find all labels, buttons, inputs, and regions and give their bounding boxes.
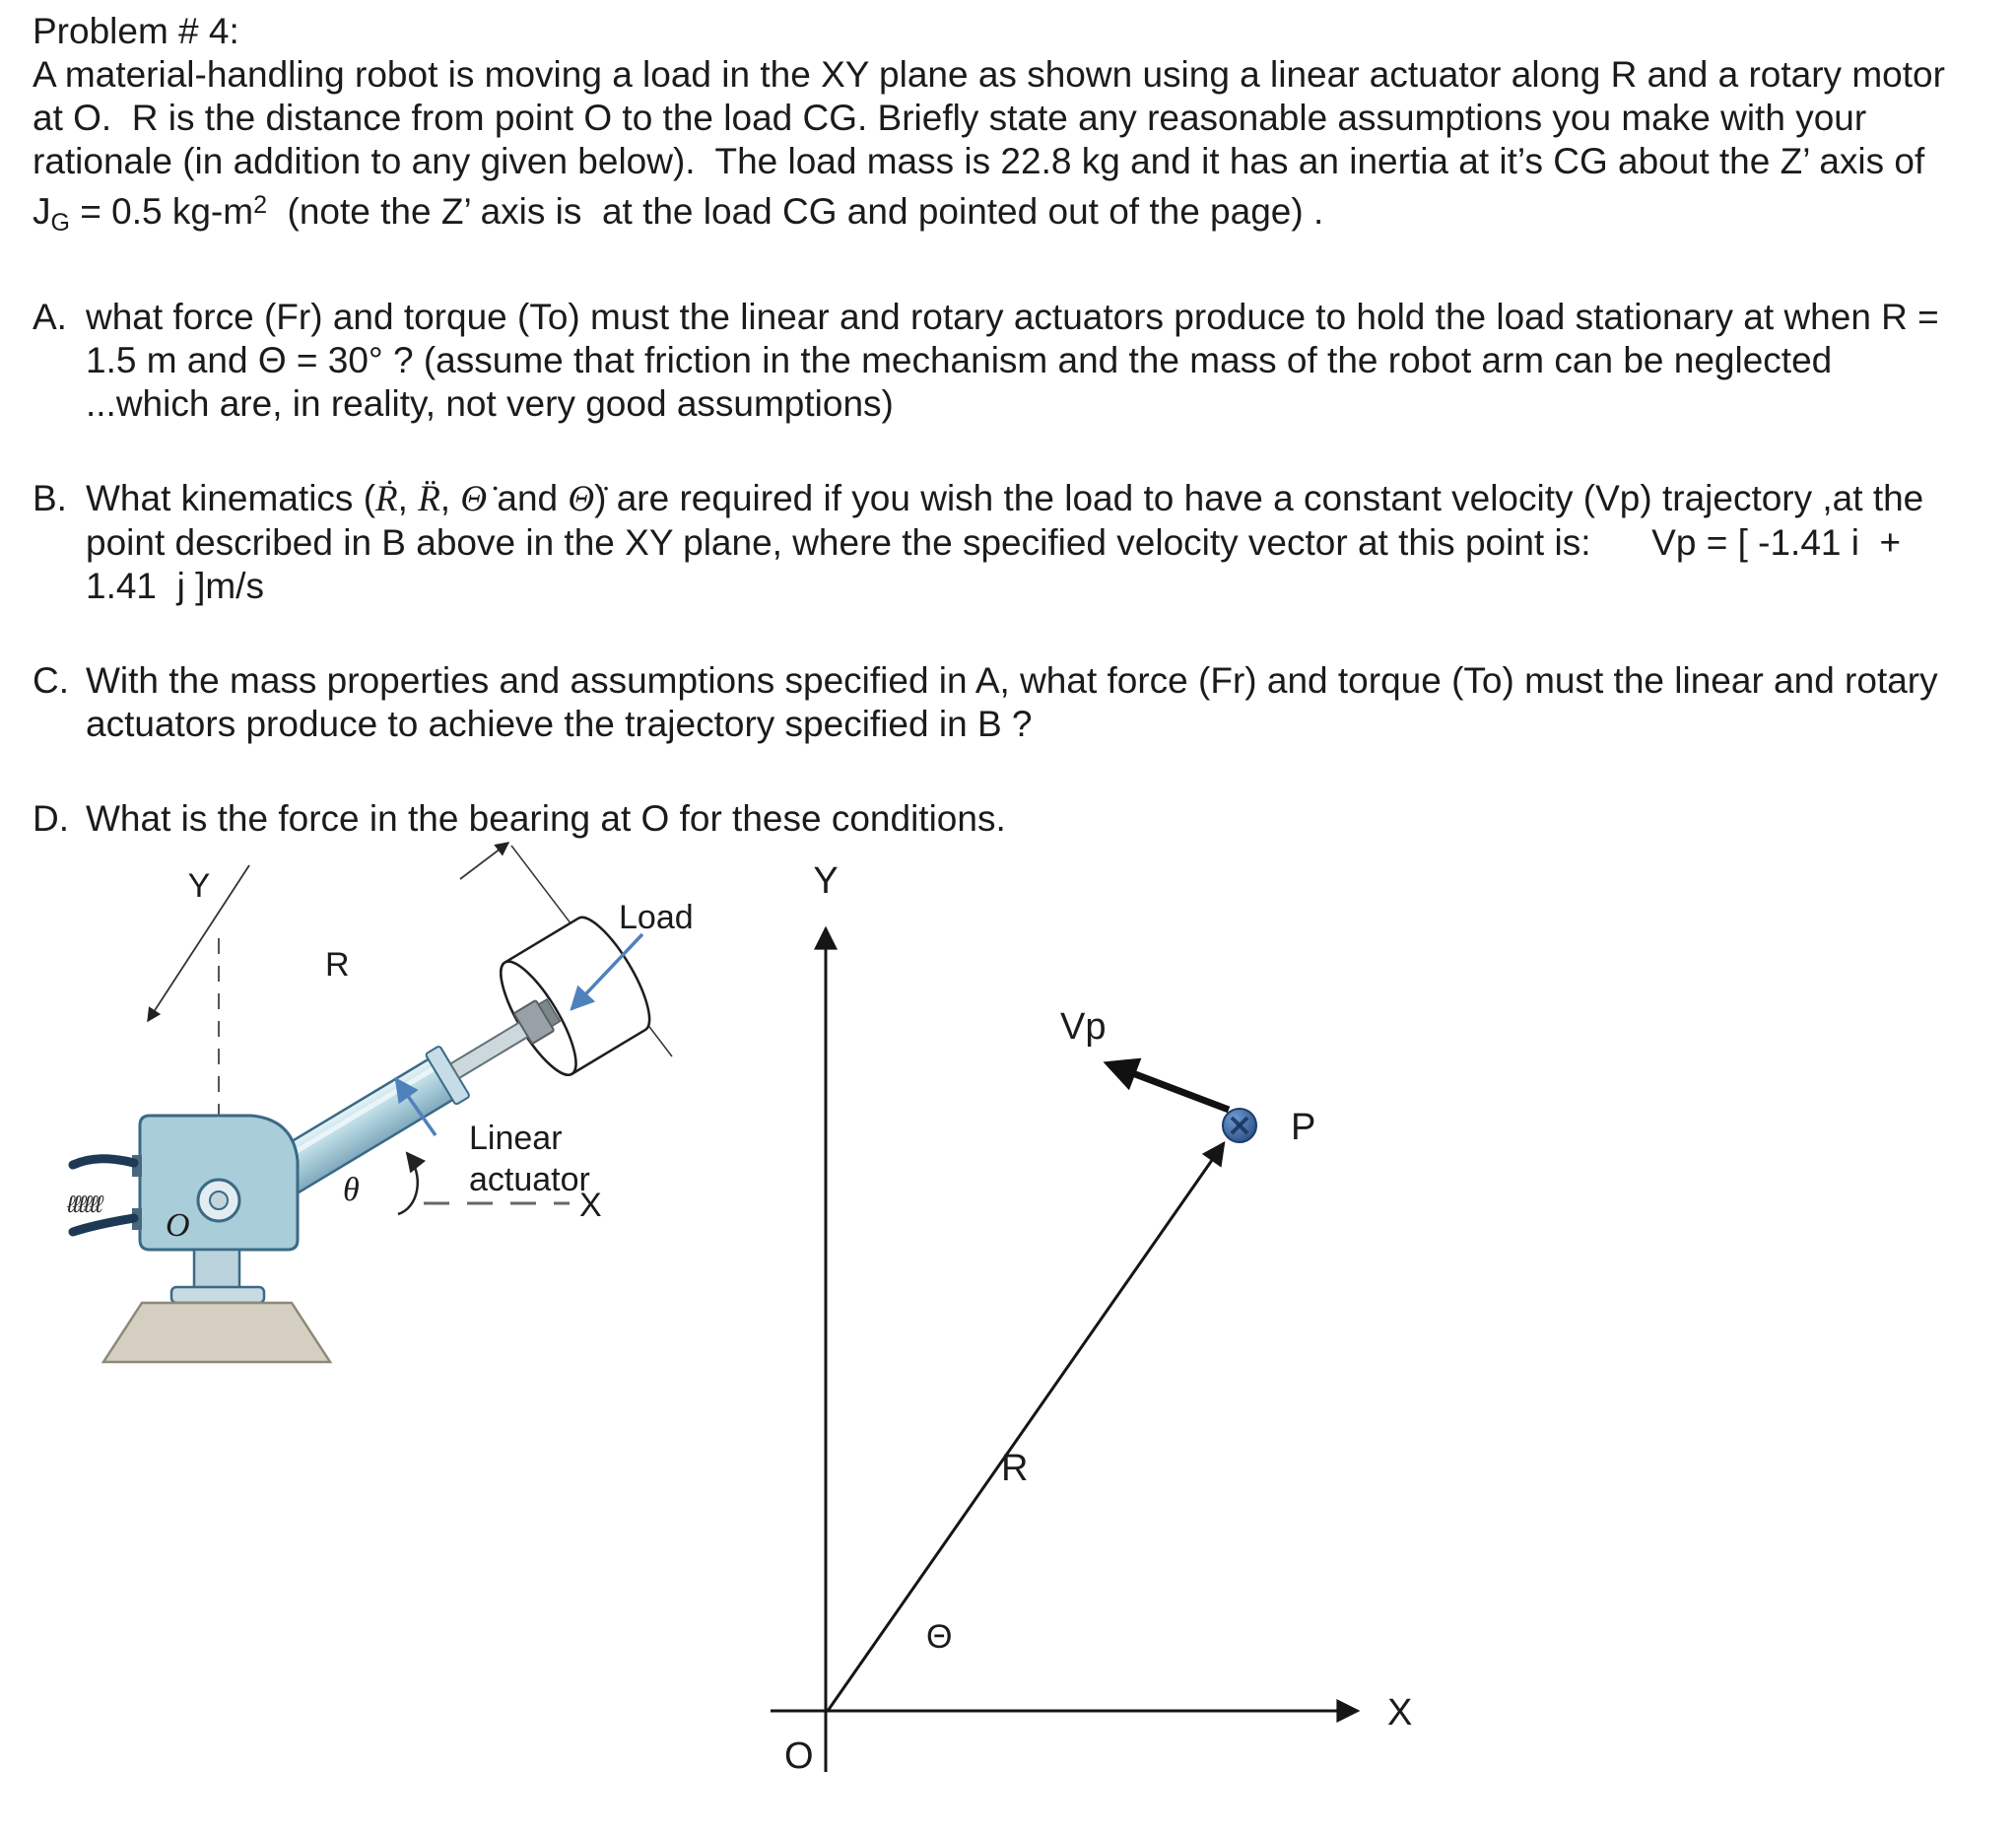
origin-label: O — [784, 1735, 814, 1777]
theta-dot-symbol: Θ̇ — [460, 479, 488, 519]
intro-text-part-2: = 0.5 kg-m — [69, 191, 254, 232]
intro-text-part-3: (note the Z’ axis is at the load CG and pointed out of the page) . — [266, 191, 1324, 232]
left-y-axis-label: Y — [187, 867, 211, 905]
item-b-text-post: ) are required if you wish the load to have a constant velocity (Vp) trajectory ,at the point described in B above in the XY plane, where the specified velocity vector at this point is: Vp = [ -1.41 i + 1.41 j ]m/s — [86, 478, 1934, 606]
item-d-text: What is the force in the bearing at O for these conditions. — [86, 798, 1006, 839]
actuator-label: actuator — [469, 1161, 590, 1198]
cable-lower — [73, 1218, 134, 1232]
item-c — [33, 659, 1954, 746]
item-b — [33, 477, 1954, 608]
left-x-axis-label: X — [579, 1187, 602, 1224]
left-r-label: R — [325, 946, 350, 984]
r-direction-arrow — [460, 843, 508, 879]
robot-arm-diagram — [30, 828, 759, 1419]
pivot-inner-circle — [210, 1191, 228, 1209]
r-ddot-symbol: R̈ — [418, 479, 440, 519]
r-dot-symbol: Ṙ — [375, 479, 398, 519]
item-a-label: A. — [33, 297, 67, 337]
item-d-label: D. — [33, 798, 69, 839]
item-b-text-pre: What kinematics ( — [86, 478, 376, 518]
xy-coordinate-diagram — [759, 848, 1468, 1823]
item-c-label: C. — [33, 660, 69, 701]
point-p-label: P — [1291, 1107, 1316, 1148]
linear-label: Linear — [469, 1120, 563, 1157]
theta-angle-arrow — [398, 1153, 418, 1214]
base-pedestal — [103, 1303, 330, 1362]
cable-squiggle: ℓℓℓℓℓℓ — [67, 1191, 101, 1218]
cable-upper — [73, 1159, 134, 1165]
right-r-label: R — [1001, 1448, 1029, 1489]
right-y-axis-label: Y — [813, 860, 839, 902]
right-x-axis-label: X — [1387, 1692, 1413, 1734]
vp-label: Vp — [1060, 1006, 1107, 1048]
theta-ddot-symbol: Θ̈ — [568, 479, 595, 519]
vp-vector — [1109, 1064, 1229, 1110]
item-b-label: B. — [33, 478, 67, 518]
intro-text-part-1: A material-handling robot is moving a load in the XY plane as shown using a linear actuator along R and a rotary motor at O. R is the distance from point O to the load CG. Briefly state any reasonable assumptions you make with your rationale (in addition to any given below). The load mass is 22.8 kg and it has an inertia at it’s CG about the Z’ axis of J — [33, 54, 1956, 232]
item-b-sep-3: and — [487, 478, 569, 518]
kgm-superscript: 2 — [253, 191, 267, 219]
problem-text-block — [33, 10, 1954, 841]
problem-title: Problem # 4: — [33, 11, 239, 51]
item-b-sep-1: , — [397, 478, 419, 518]
item-b-text — [86, 477, 1954, 608]
intro-paragraph — [33, 53, 1954, 244]
load-label: Load — [619, 899, 694, 936]
pedestal-flange — [171, 1287, 264, 1303]
right-theta-label: Θ — [926, 1618, 953, 1656]
item-a-text: what force (Fr) and torque (To) must the linear and rotary actuators produce to hold the load stationary at when R = 1.5 m and Θ = 30° ? (assume that friction in the mechanism and the mass of the robot arm can be neglected ...which are, in reality, not very good assumptions) — [86, 297, 1950, 424]
r-vector — [828, 1143, 1224, 1711]
jg-subscript: G — [50, 209, 70, 237]
item-c-text: With the mass properties and assumptions specified in A, what force (Fr) and torque (To) must the linear and rotary actuators produce to achieve the trajectory specified in B ? — [86, 660, 1948, 744]
left-theta-label: θ — [343, 1172, 360, 1208]
left-o-label: O — [166, 1207, 190, 1244]
item-b-sep-2: , — [439, 478, 461, 518]
item-a — [33, 296, 1954, 426]
pedestal-column — [194, 1250, 239, 1289]
